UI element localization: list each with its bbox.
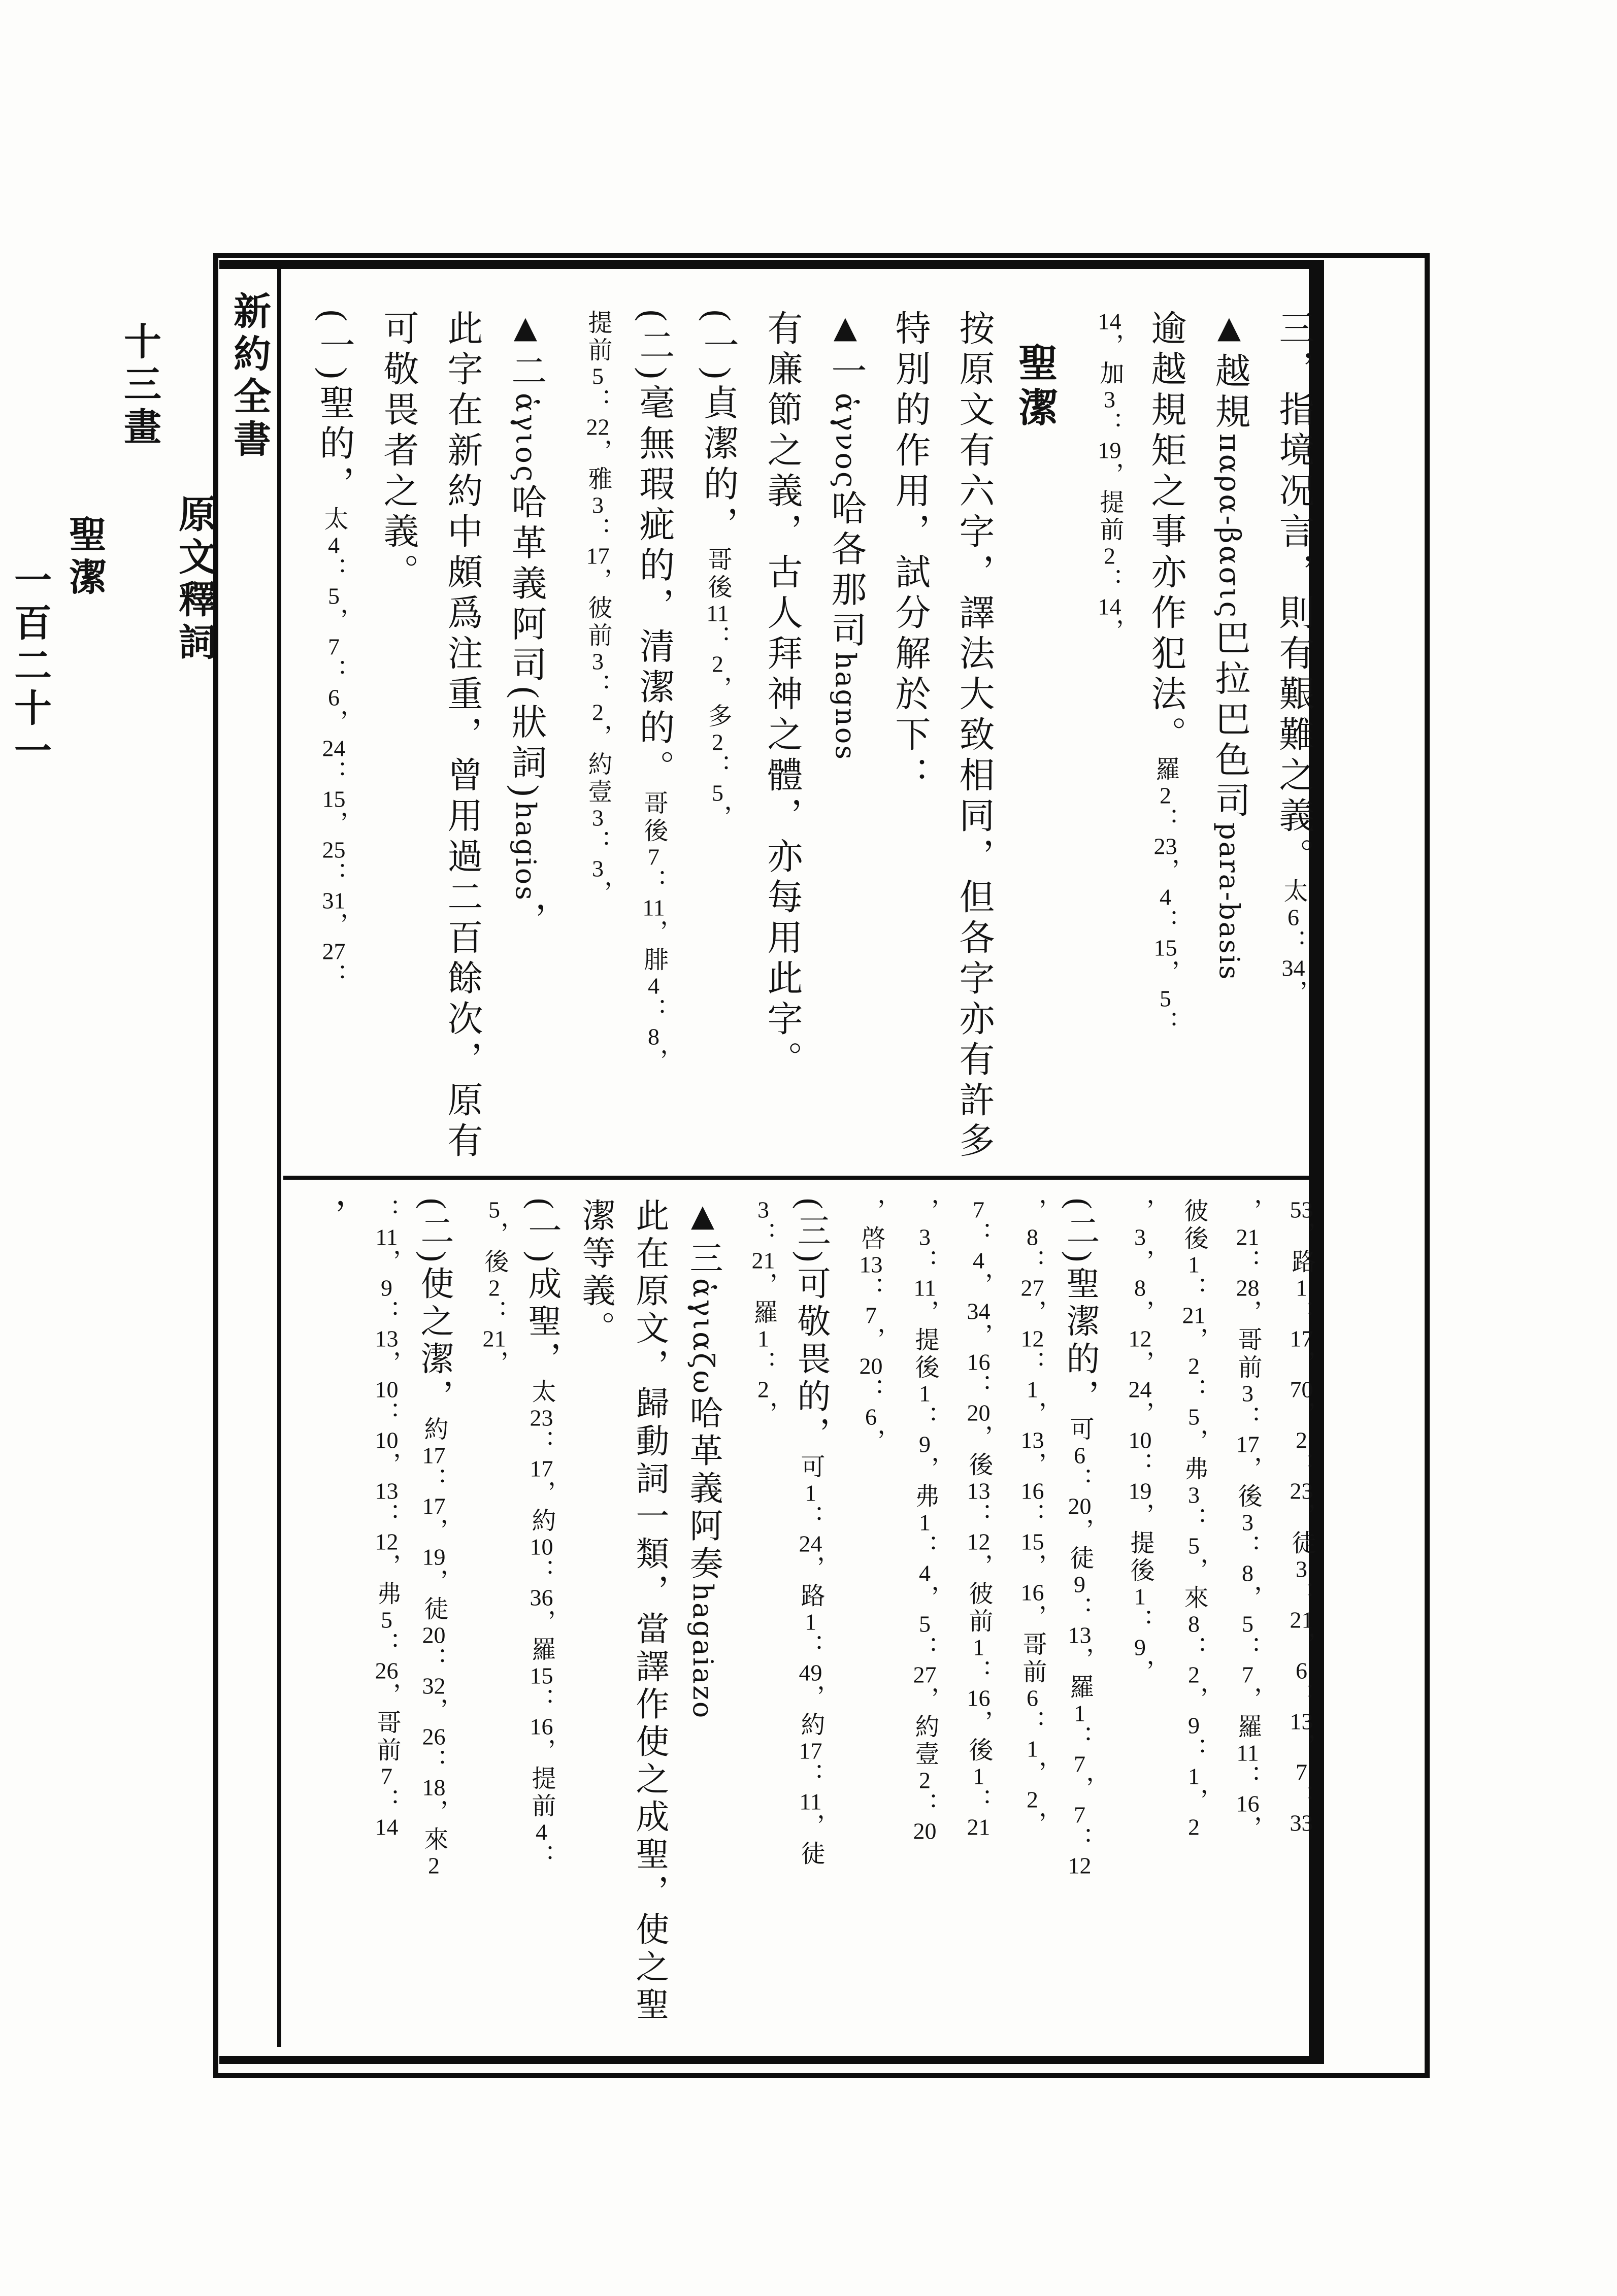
- cjk-text: 聖潔: [1013, 342, 1057, 431]
- verse-number: 5: [328, 584, 340, 608]
- verse-number: 9: [919, 1433, 931, 1456]
- cjk-text: 可敬畏者之義。: [378, 310, 417, 594]
- ref-text: 14，加3：19，提前2：14，: [1096, 310, 1123, 646]
- verse-number: 21: [967, 1815, 991, 1839]
- verse-number: 26: [422, 1724, 446, 1748]
- verse-number: 1: [1027, 1737, 1038, 1760]
- verse-number: 7: [1242, 1663, 1253, 1686]
- verse-number: 3: [1296, 1557, 1307, 1581]
- verse-number: 18: [422, 1775, 446, 1799]
- verse-number: 3: [1134, 1225, 1146, 1249]
- verse-number: 3: [592, 857, 604, 880]
- ref-text: ，21：28，哥前3：17，後3：8，5：7，羅11：16，: [1234, 1198, 1261, 1843]
- verse-number: 2: [1027, 1788, 1038, 1811]
- text-column: [404, 1198, 458, 2049]
- verse-number: 11: [913, 1276, 936, 1300]
- verse-number: 33: [1290, 1811, 1313, 1835]
- greek-text: ἁγιος: [509, 393, 542, 484]
- verse-number: 7: [1074, 1752, 1085, 1776]
- verse-number: 13: [1020, 1428, 1044, 1452]
- verse-number: 27: [913, 1663, 937, 1686]
- verse-number: 17: [530, 1456, 553, 1480]
- verse-number: 12: [1068, 1853, 1092, 1877]
- verse-number: 12: [375, 1530, 399, 1553]
- text-column: [996, 1198, 1050, 2049]
- verse-number: 10: [1128, 1428, 1152, 1452]
- cjk-text: 此在原文，歸動詞一類，當譯作使之成聖，使之聖: [631, 1198, 668, 2024]
- latin-text: hagios: [510, 801, 542, 902]
- text-column: [512, 1198, 566, 2049]
- section-bottom: [284, 1186, 1319, 2049]
- verse-number: 12: [1020, 1327, 1044, 1350]
- verse-number: 1: [757, 1327, 769, 1350]
- text-column: [359, 310, 423, 1168]
- cjk-text: 越規: [1210, 352, 1249, 434]
- verse-number: 14: [1098, 595, 1121, 618]
- verse-number: 9: [381, 1276, 392, 1300]
- text-column: [1255, 310, 1319, 1168]
- text-column: [679, 310, 743, 1168]
- ref-text: 3：21，羅1：2，: [750, 1198, 777, 1428]
- verse-number: 8: [1188, 1612, 1200, 1636]
- text-column: [1265, 1198, 1319, 2049]
- cjk-text: 哈革義阿奏: [684, 1395, 721, 1584]
- text-column: [423, 310, 487, 1168]
- verse-number: 34: [967, 1300, 991, 1323]
- verse-number: 1: [805, 1610, 816, 1634]
- verse-number: 11: [799, 1789, 822, 1813]
- verse-number: 16: [1020, 1479, 1044, 1503]
- ref-text: 提前5：22，雅3：17，彼前3：2，約壹3：3，: [584, 310, 611, 908]
- ref-text: ，啓13：7，20：6，: [857, 1198, 884, 1456]
- cjk-text: 三，指境况言，則有艱難之義。: [1274, 310, 1313, 878]
- ref-text: 太23：17，約10：36，羅15：16，提前4：: [528, 1378, 555, 1871]
- verse-number: 23: [1153, 835, 1177, 858]
- verse-number: 16: [967, 1350, 991, 1374]
- cjk-text: 潔等義。: [577, 1198, 614, 1348]
- ref-text: 太4：5，7：6，24：15，25：31，27：: [320, 506, 347, 990]
- verse-number: 7: [328, 635, 340, 658]
- cjk-text: (二)使之潔，: [415, 1198, 452, 1416]
- verse-number: 24: [799, 1532, 822, 1555]
- cjk-text: 巴拉巴色司: [1210, 619, 1249, 823]
- latin-text: hagaiazo: [687, 1583, 719, 1720]
- verse-number: 8: [1242, 1561, 1253, 1585]
- verse-number: 19: [422, 1545, 446, 1569]
- verse-number: 14: [1098, 310, 1121, 333]
- cjk-text: (三)可敬畏的，: [792, 1198, 829, 1454]
- verse-number: 16: [1020, 1581, 1044, 1604]
- verse-number: 20: [1068, 1494, 1092, 1518]
- text-column: [743, 310, 807, 1168]
- verse-number: 7: [1296, 1760, 1307, 1784]
- verse-number: 17: [422, 1443, 446, 1467]
- verse-number: 2: [488, 1276, 500, 1300]
- verse-number: 10: [375, 1428, 399, 1452]
- text-column: [1063, 310, 1127, 1168]
- verse-number: 5: [592, 364, 604, 388]
- verse-number: 27: [322, 939, 346, 963]
- verse-number: 2: [712, 730, 723, 754]
- verse-number: 53: [1290, 1198, 1313, 1221]
- verse-number: 5: [381, 1608, 392, 1632]
- text-column: [1158, 1198, 1211, 2049]
- ref-text: 5，後2：21，: [481, 1198, 508, 1378]
- entry-column: [673, 1198, 727, 2049]
- text-column: [1127, 310, 1191, 1168]
- verse-number: 13: [859, 1253, 883, 1276]
- verse-number: 3: [757, 1198, 769, 1221]
- verse-number: 17: [1236, 1433, 1260, 1456]
- verse-number: 2: [712, 652, 723, 676]
- verse-number: 6: [1296, 1659, 1307, 1682]
- cjk-text: 此字在新約中頗爲注重，曾用過二百餘次，原有: [442, 310, 481, 1162]
- ref-text: ，3，8，12，24，10：19，提後1：9，: [1127, 1198, 1153, 1686]
- ref-text: 哥後11：2，多2：5，: [704, 546, 731, 832]
- ref-text: 太6：34，: [1280, 878, 1307, 1007]
- greek-text: παρα-βασις: [1213, 434, 1246, 620]
- verse-number: 2: [1188, 1354, 1200, 1378]
- cjk-text: 按原文有六字，譯法大致相同，但各字亦有許多: [954, 310, 993, 1162]
- verse-number: 11: [642, 895, 665, 919]
- ref-text: 53，路1：17，70，2：23，徒3：21，6：13，7：33: [1288, 1198, 1315, 1835]
- verse-number: 21: [1182, 1304, 1206, 1327]
- verse-number: 8: [1027, 1225, 1038, 1249]
- verse-number: 1: [919, 1511, 931, 1534]
- text-column: [1211, 1198, 1265, 2049]
- cjk-text: 一: [826, 352, 865, 393]
- verse-number: 3: [592, 806, 604, 829]
- verse-number: 20: [967, 1401, 991, 1424]
- entry-column: [487, 310, 551, 1168]
- verse-number: 11: [706, 601, 729, 625]
- marker-text: ▲: [685, 1198, 720, 1241]
- verse-number: 3: [1188, 1483, 1200, 1507]
- verse-number: 2: [592, 701, 604, 724]
- text-column: [888, 1198, 942, 2049]
- verse-number: 2: [1188, 1663, 1200, 1686]
- verse-number: 34: [1281, 956, 1305, 980]
- verse-number: 1: [1027, 1378, 1038, 1401]
- verse-number: 7: [865, 1304, 877, 1327]
- section-divider-rule: [283, 1176, 1319, 1180]
- verse-number: 4: [919, 1561, 931, 1585]
- cjk-text: (一)聖的，: [314, 310, 353, 506]
- verse-number: 11: [375, 1225, 398, 1249]
- verse-number: 1: [919, 1382, 931, 1405]
- verse-number: 23: [530, 1406, 553, 1429]
- verse-number: 12: [967, 1530, 991, 1553]
- verse-number: 23: [1290, 1479, 1313, 1503]
- verse-number: 2: [1160, 784, 1171, 807]
- cjk-text: (一)成聖，: [523, 1198, 560, 1379]
- verse-number: 25: [322, 838, 346, 861]
- margin-divider-rule: [277, 269, 281, 2047]
- verse-number: 32: [422, 1674, 446, 1698]
- ref-text: ，3：11，提後1：9，弗1：4，5：27，約壹2：20: [911, 1198, 938, 1843]
- text-column: [1050, 1198, 1104, 2049]
- marker-text: ▲: [1211, 310, 1247, 352]
- verse-number: 6: [1027, 1686, 1038, 1710]
- text-column: [296, 1198, 350, 2049]
- text-column: [551, 310, 615, 1168]
- verse-number: 8: [1134, 1276, 1146, 1300]
- ref-text: 哥後7：11，腓4：8，: [640, 790, 667, 1076]
- text-column: [350, 1198, 404, 2049]
- text-column: [942, 1198, 996, 2049]
- ref-text: 可1：24，路1：49，約17：11，徒: [797, 1453, 824, 1868]
- verse-number: 9: [1134, 1636, 1146, 1659]
- ref-text: 彼後1：21，2：5，弗3：5，來8：2，9：1，2: [1180, 1198, 1207, 1839]
- cjk-text: (二)聖潔的，: [1061, 1198, 1098, 1416]
- verse-number: 4: [536, 1820, 547, 1844]
- verse-number: 3: [592, 650, 604, 673]
- verse-number: 5: [1242, 1612, 1253, 1636]
- verse-number: 20: [422, 1623, 446, 1647]
- ref-text: 可6：20，徒9：13，羅1：7，7：12: [1066, 1416, 1093, 1877]
- verse-number: 20: [913, 1819, 937, 1843]
- verse-number: 1: [1188, 1253, 1200, 1276]
- verse-number: 13: [1290, 1710, 1313, 1733]
- margin-title-text: 新約全書: [228, 291, 270, 462]
- verse-number: 21: [482, 1327, 506, 1350]
- verse-number: 7: [1074, 1803, 1085, 1826]
- verse-number: 21: [1236, 1225, 1260, 1249]
- verse-number: 15: [1153, 936, 1177, 959]
- verse-number: 19: [1098, 439, 1121, 462]
- verse-number: 10: [530, 1535, 553, 1558]
- ref-text: ，8：27，12：1，13，16：15，16，哥前6：1，2，: [1019, 1198, 1046, 1839]
- text-column: [935, 310, 999, 1168]
- verse-number: 1: [805, 1481, 816, 1505]
- verse-number: 22: [586, 415, 610, 439]
- verse-number: 4: [1160, 885, 1171, 909]
- cjk-text: 特別的作用，試分解於下：: [890, 310, 929, 797]
- verse-number: 3: [592, 493, 604, 517]
- margin-title-text: 原文釋詞: [173, 494, 215, 665]
- text-column: [615, 310, 679, 1168]
- verse-number: 4: [648, 974, 659, 997]
- marker-text: ▲: [508, 310, 543, 352]
- text-column: [781, 1198, 835, 2049]
- margin-title-text: 十三畫: [118, 322, 160, 450]
- cjk-text: ，: [308, 1198, 345, 1236]
- cjk-text: (二)毫無瑕疵的，清潔的。: [634, 310, 673, 790]
- verse-number: 17: [799, 1739, 822, 1762]
- verse-number: 7: [381, 1765, 392, 1788]
- verse-number: 15: [1020, 1530, 1044, 1553]
- verse-number: 4: [328, 533, 340, 557]
- verse-number: 17: [586, 544, 610, 568]
- section-heading-column: [999, 310, 1063, 1168]
- cjk-text: 三: [684, 1241, 721, 1278]
- verse-number: 16: [967, 1686, 991, 1710]
- verse-number: 3: [1104, 388, 1115, 411]
- text-column: [619, 1198, 673, 2049]
- verse-number: 2: [1188, 1815, 1200, 1839]
- verse-number: 3: [1242, 1511, 1253, 1534]
- verse-number: 10: [375, 1378, 399, 1401]
- text-column: [727, 1198, 781, 2049]
- verse-number: 15: [530, 1663, 553, 1687]
- text-column: [566, 1198, 619, 2049]
- section-top: [284, 274, 1319, 1168]
- margin-title-text: 一百二十一: [9, 560, 50, 774]
- verse-number: 2: [428, 1853, 440, 1877]
- verse-number: 31: [322, 888, 346, 912]
- cjk-text: 逾越規矩之事亦作犯法。: [1146, 310, 1185, 756]
- verse-number: 3: [919, 1225, 931, 1249]
- verse-number: 27: [1020, 1276, 1044, 1300]
- verse-number: 2: [1104, 544, 1115, 568]
- verse-number: 9: [1074, 1572, 1085, 1596]
- verse-number: 20: [859, 1354, 883, 1378]
- verse-number: 2: [1296, 1428, 1307, 1452]
- verse-number: 26: [375, 1659, 399, 1682]
- verse-number: 17: [1290, 1327, 1313, 1350]
- latin-text: para-basis: [1213, 822, 1245, 981]
- verse-number: 21: [751, 1249, 775, 1272]
- verse-number: 24: [322, 736, 346, 760]
- verse-number: 13: [1068, 1623, 1092, 1647]
- verse-number: 7: [973, 1198, 984, 1221]
- verse-number: 5: [1160, 987, 1171, 1010]
- verse-number: 5: [1188, 1534, 1200, 1557]
- verse-number: 1: [1296, 1276, 1307, 1300]
- ref-text: ：11，9：13，10：10，13：12，弗5：26，哥前7：14: [373, 1198, 400, 1839]
- text-column: [1104, 1198, 1158, 2049]
- verse-number: 1: [973, 1636, 984, 1659]
- verse-number: 5: [919, 1612, 931, 1636]
- verse-number: 13: [967, 1479, 991, 1503]
- verse-number: 3: [1242, 1382, 1253, 1405]
- entry-column: [807, 310, 871, 1168]
- verse-number: 5: [712, 781, 723, 805]
- cjk-text: 有廉節之義，古人拜神之體，亦每用此字。: [762, 310, 801, 1081]
- verse-number: 6: [1288, 906, 1299, 929]
- margin-title: [9, 276, 276, 2043]
- marker-text: ▲: [828, 310, 863, 352]
- verse-number: 6: [328, 685, 340, 709]
- verse-number: 1: [973, 1765, 984, 1788]
- margin-title-text: 聖潔: [63, 515, 105, 600]
- verse-number: 17: [422, 1494, 446, 1518]
- verse-number: 19: [1128, 1479, 1152, 1503]
- verse-number: 15: [322, 787, 346, 811]
- verse-number: 7: [648, 845, 659, 869]
- cjk-text: (一)貞潔的，: [698, 310, 737, 547]
- text-column: [458, 1198, 512, 2049]
- greek-text: ἁγιαζω: [686, 1278, 719, 1396]
- verse-number: 12: [1128, 1327, 1152, 1350]
- verse-number: 11: [1236, 1741, 1259, 1765]
- verse-number: 16: [530, 1714, 553, 1738]
- verse-number: 6: [865, 1405, 877, 1428]
- verse-number: 5: [1188, 1405, 1200, 1428]
- text-column: [835, 1198, 888, 2049]
- cjk-text: 二: [506, 352, 545, 393]
- verse-number: 16: [1236, 1792, 1260, 1815]
- verse-number: 2: [757, 1378, 769, 1401]
- ref-text: 約17：17，19，徒20：32，26：18，來2: [420, 1416, 447, 1877]
- cjk-text: ，: [506, 902, 545, 942]
- greek-text: ἁγνος: [829, 393, 862, 490]
- verse-number: 6: [1074, 1443, 1085, 1467]
- verse-number: 13: [375, 1327, 399, 1350]
- verse-number: 49: [799, 1660, 822, 1684]
- ref-text: 羅2：23，4：15，5：: [1152, 756, 1179, 1038]
- cjk-text: 哈各那司: [826, 489, 865, 652]
- text-column: [871, 310, 935, 1168]
- ref-text: 7：4，34，16：20，後13：12，彼前1：16，後1：21: [965, 1198, 992, 1839]
- verse-number: 28: [1236, 1276, 1260, 1300]
- verse-number: 14: [375, 1815, 399, 1839]
- verse-number: 1: [1074, 1701, 1085, 1725]
- text-column: [295, 310, 359, 1168]
- verse-number: 5: [488, 1198, 500, 1221]
- verse-number: 21: [1290, 1608, 1313, 1632]
- verse-number: 13: [375, 1479, 399, 1503]
- verse-number: 2: [919, 1769, 931, 1792]
- verse-number: 8: [648, 1024, 659, 1048]
- verse-number: 1: [1134, 1585, 1146, 1608]
- verse-number: 36: [530, 1585, 553, 1609]
- entry-column: [1191, 310, 1255, 1168]
- verse-number: 4: [973, 1249, 984, 1272]
- latin-text: hagnos: [830, 652, 862, 761]
- verse-number: 70: [1290, 1378, 1313, 1401]
- verse-number: 24: [1128, 1378, 1152, 1401]
- verse-number: 1: [1188, 1765, 1200, 1788]
- cjk-text: 哈革義阿司(狀詞): [506, 483, 545, 802]
- verse-number: 9: [1188, 1714, 1200, 1737]
